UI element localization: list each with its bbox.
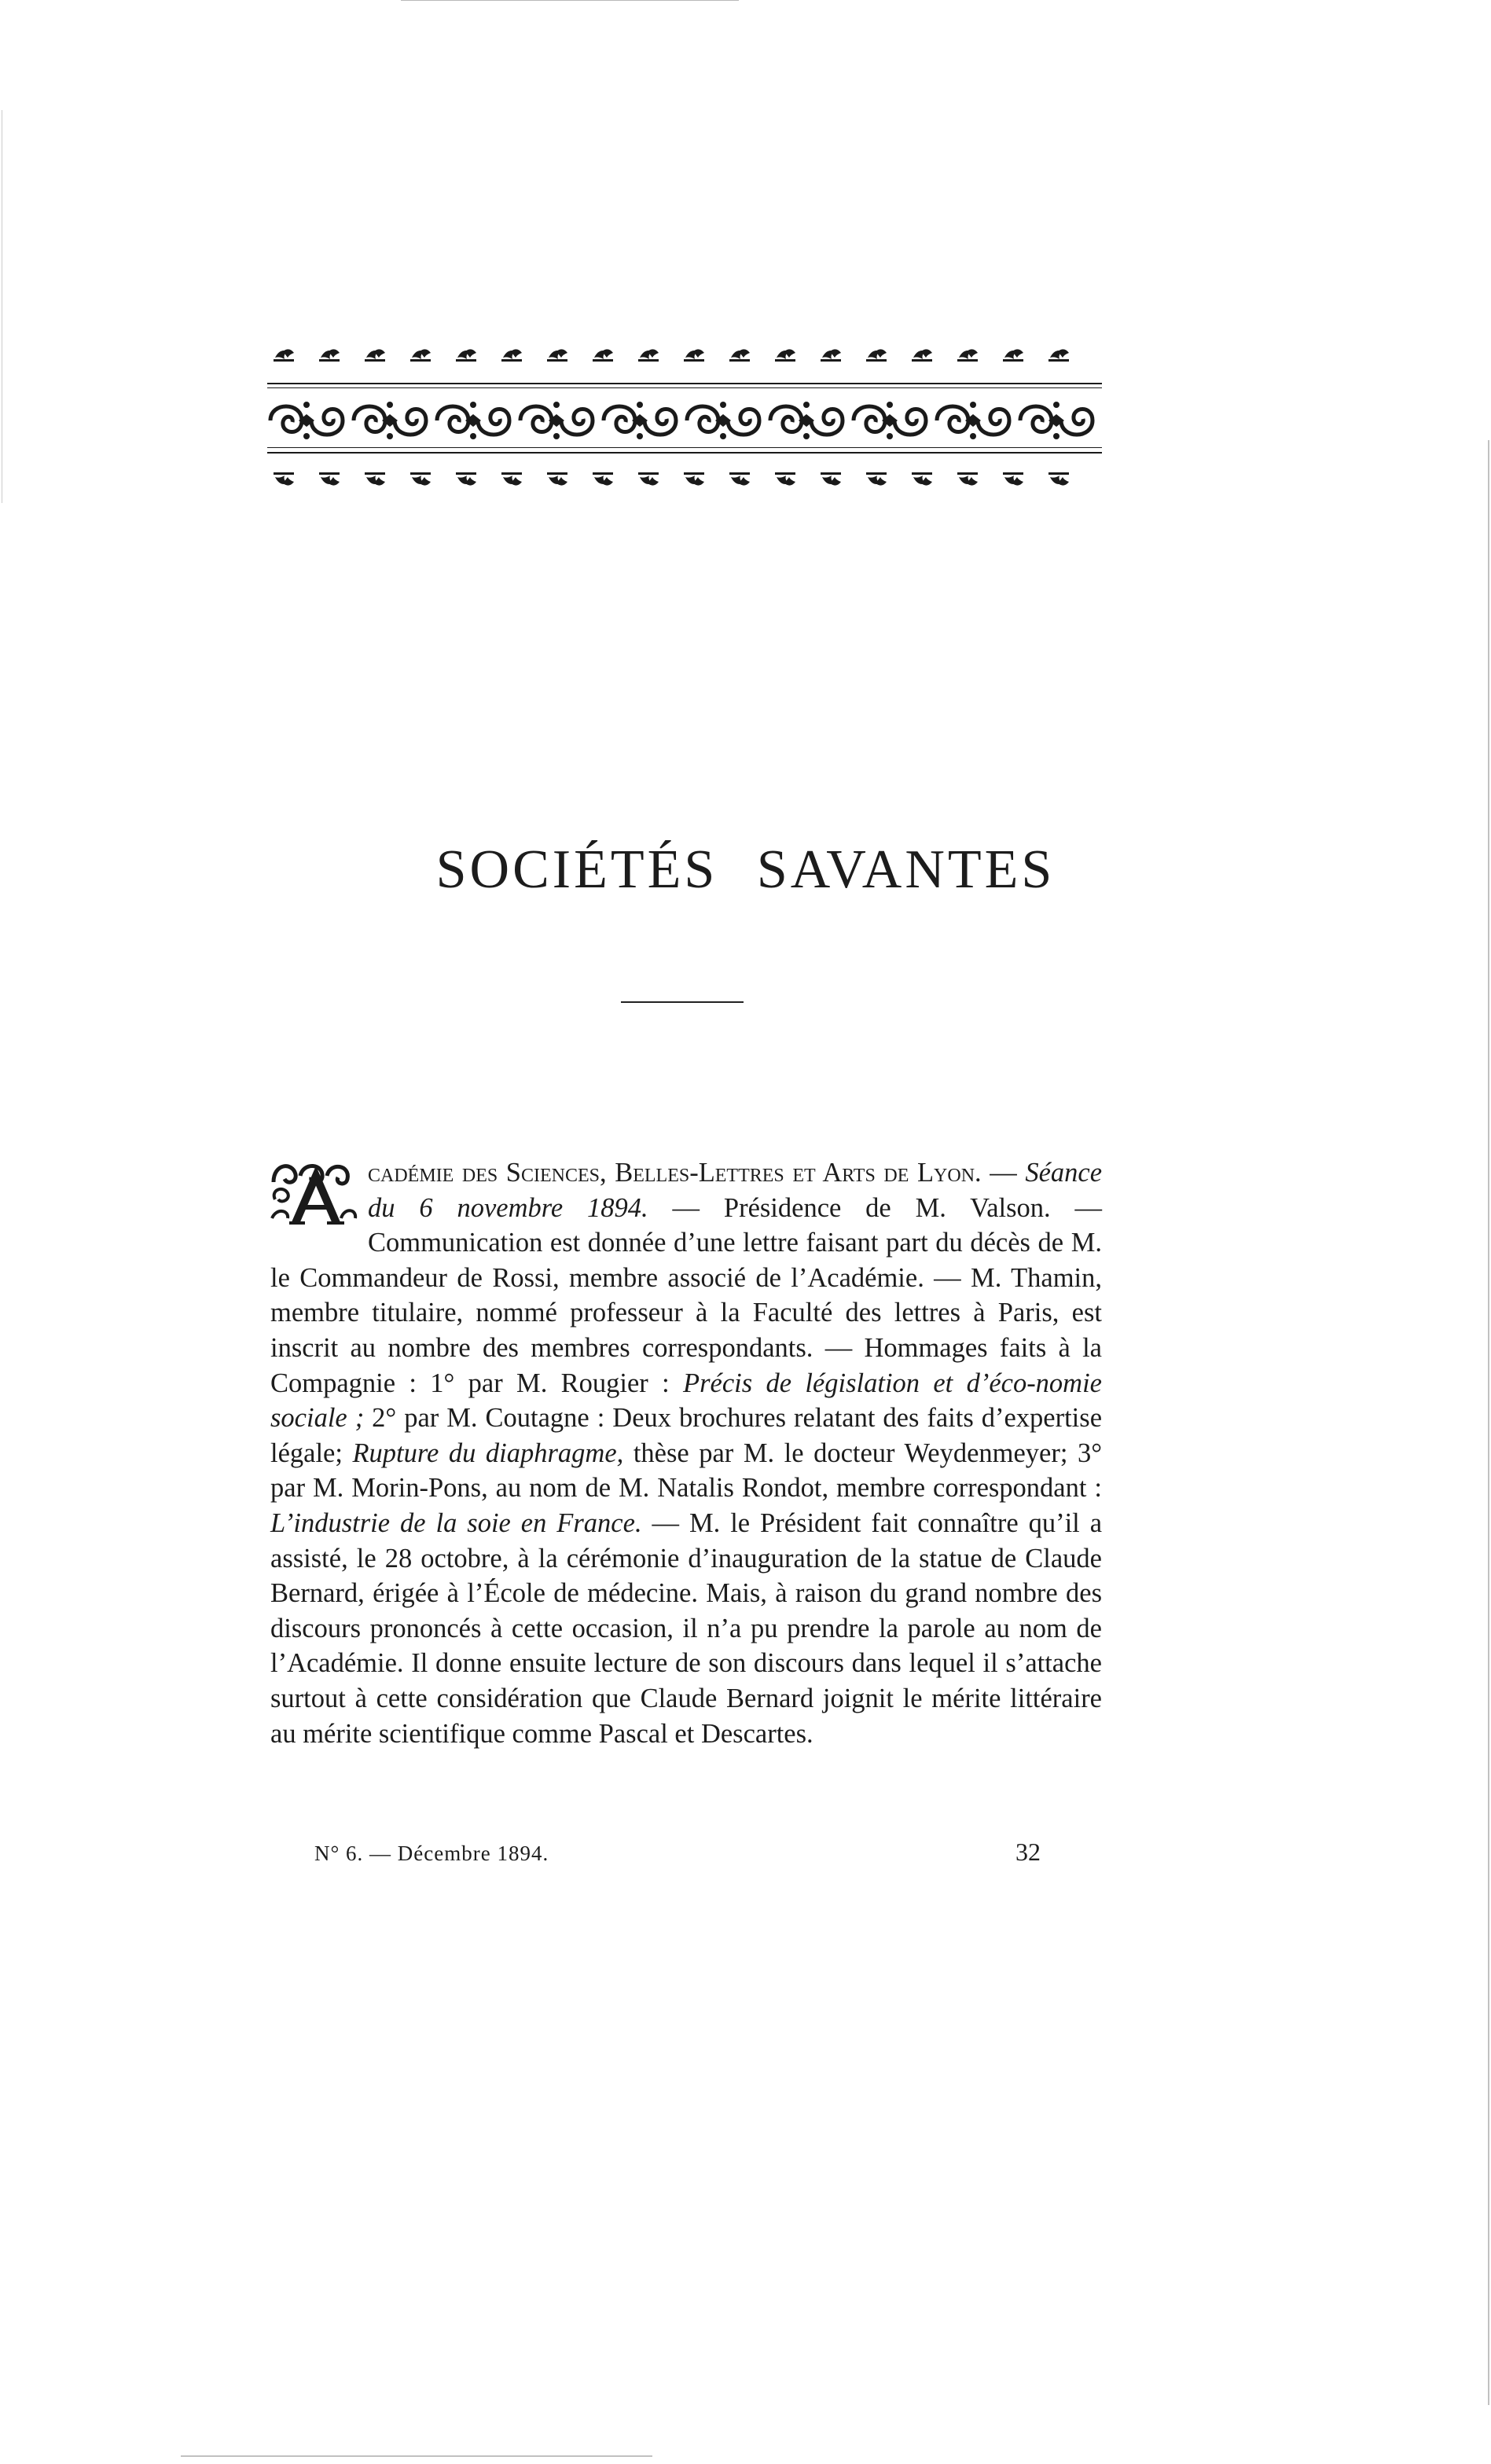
issue-line: N° 6. — Décembre 1894. — [314, 1842, 549, 1865]
seance-date: Séance du 6 novembre 1894. — [368, 1158, 1103, 1223]
scan-edge-right — [1488, 440, 1489, 2405]
ornate-letter-a-icon — [269, 1159, 360, 1226]
book-title-rupture: Rupture du diaphragme, — [352, 1438, 624, 1468]
book-title-soie: L’industrie de la soie en France. — [270, 1507, 642, 1538]
text-part-1: — Présidence de M. Valson. — Communication est donnée d’une lettre faisant part du décès de M. le Commandeur de Rossi, membre associé de l’Académie. — M. Thamin, membre titulaire, nommé professeur à la Faculté des lettres à Paris, est inscrit au nombre des membres correspondants. — Hommages faits à la Compagnie : 1° par M. Rougier : — [270, 1192, 1103, 1398]
heading-dash: — — [981, 1158, 1026, 1188]
header-ornament — [267, 334, 1102, 503]
text-part-2: 2° par M. Coutagne : Deux brochures relatant des faits d’expertise légale; — [270, 1403, 1103, 1468]
scan-edge-bottom — [181, 2455, 652, 2457]
dropcap-a — [269, 1159, 360, 1226]
page-title: SOCIÉTÉS SAVANTES — [435, 839, 1056, 900]
page-number: 32 — [1015, 1838, 1041, 1866]
scan-edge-top — [401, 0, 739, 1]
title-rule — [621, 1001, 744, 1003]
book-title-precis: Précis de législation et d’éco-nomie sociale ; — [270, 1368, 1102, 1434]
academy-heading: cadémie des Sciences, Belles-Lettres et Arts de Lyon. — [368, 1158, 982, 1188]
article-body — [270, 1155, 1102, 1751]
floral-ornament-band-icon — [267, 334, 1102, 503]
text-part-3: thèse par M. le docteur Weydenmeyer; 3° par M. Morin-Pons, au nom de M. Natalis Rondot, membre correspondant : — [270, 1438, 1102, 1504]
text-part-4: — M. le Président fait connaître qu’il a assisté, le 28 octobre, à la cérémonie d’inauguration de la statue de Claude Bernard, érigée à l’École de médecine. Mais, à raison du grand nombre des discours prononcés à cette occasion, il n’a pu prendre la parole au nom de l’Académie. Il donne ensuite lecture de son discours dans lequel il s’attache surtout à cette considération que Claude Bernard joignit le mérite littéraire au mérite scientifique comme Pascal et Descartes. — [270, 1507, 1103, 1749]
